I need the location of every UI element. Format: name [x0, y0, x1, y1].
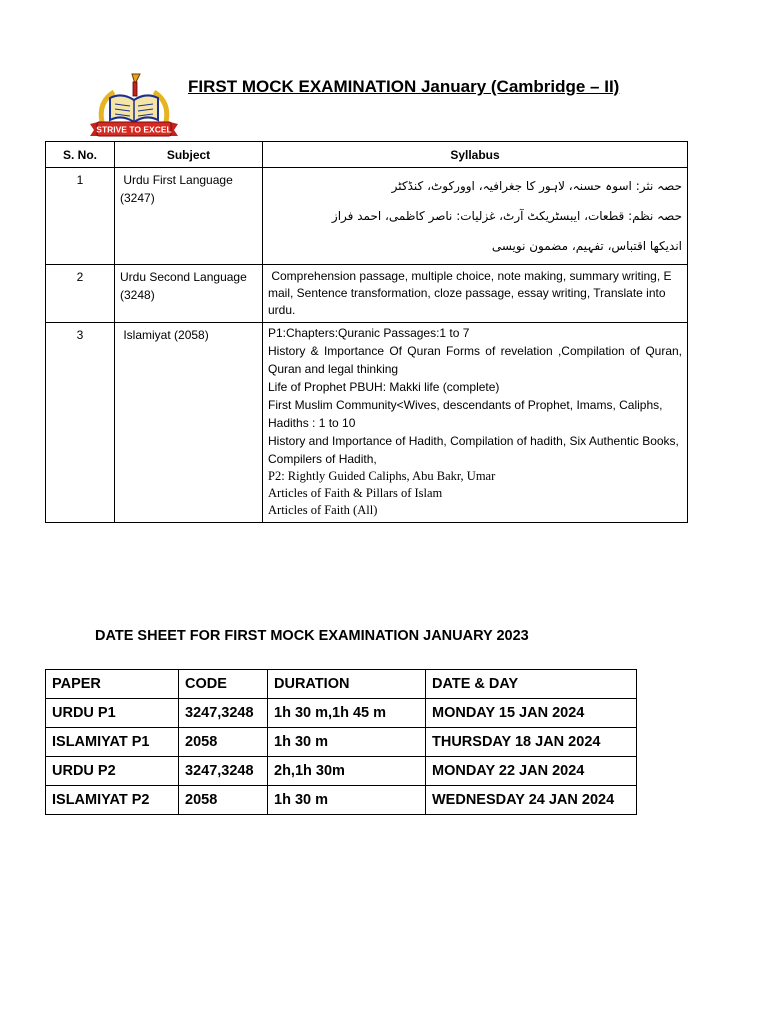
- cell-duration: 2h,1h 30m: [268, 757, 426, 786]
- cell-duration: 1h 30 m: [268, 728, 426, 757]
- page-title: FIRST MOCK EXAMINATION January (Cambridge – II): [188, 77, 620, 96]
- row-syllabus: Comprehension passage, multiple choice, note making, summary writing, E mail, Sentence transformation, cloze passage, essay writing, Translate into urdu.: [263, 265, 688, 323]
- row-syllabus: [263, 323, 688, 523]
- header-paper: PAPER: [46, 670, 179, 699]
- row-subject: Urdu Second Language (3248): [115, 265, 263, 323]
- header-date-day: DATE & DAY: [426, 670, 637, 699]
- datesheet-title: DATE SHEET FOR FIRST MOCK EXAMINATION JANUARY 2023: [95, 628, 529, 644]
- table-row: [46, 699, 637, 728]
- urdu-line: حصہ نظم: قطعات، ایبسٹریکٹ آرٹ، غزلیات: ناصر کاظمی، احمد فراز: [331, 209, 682, 223]
- table-row: [46, 786, 637, 815]
- cell-code: 2058: [179, 728, 268, 757]
- cell-date-day: THURSDAY 18 JAN 2024: [426, 728, 637, 757]
- cell-date-day: MONDAY 22 JAN 2024: [426, 757, 637, 786]
- row-subject: Islamiyat (2058): [115, 323, 263, 523]
- urdu-line: اندیکھا اقتباس، تفہیم، مضمون نویسی: [491, 239, 682, 253]
- datesheet-header-row: [46, 670, 637, 699]
- syllabus-line: Articles of Faith (All): [268, 503, 378, 517]
- table-row: [46, 323, 688, 523]
- cell-paper: URDU P1: [46, 699, 179, 728]
- cell-date-day: WEDNESDAY 24 JAN 2024: [426, 786, 637, 815]
- syllabus-line: History and Importance of Hadith, Compilation of hadith, Six Authentic Books, Compilers of Hadith,: [268, 434, 679, 466]
- header-code: CODE: [179, 670, 268, 699]
- header-sno: S. No.: [46, 142, 115, 168]
- cell-duration: 1h 30 m,1h 45 m: [268, 699, 426, 728]
- syllabus-line: First Muslim Community<Wives, descendants of Prophet, Imams, Caliphs, Hadiths : 1 to 10: [268, 398, 663, 430]
- syllabus-line: Articles of Faith & Pillars of Islam: [268, 486, 443, 500]
- row-sno: 2: [46, 265, 115, 323]
- syllabus-line: P1:Chapters:Quranic Passages:1 to 7: [268, 326, 470, 340]
- cell-paper: ISLAMIYAT P1: [46, 728, 179, 757]
- header-subject: Subject: [115, 142, 263, 168]
- cell-code: 3247,3248: [179, 699, 268, 728]
- row-sno: 3: [46, 323, 115, 523]
- cell-date-day: MONDAY 15 JAN 2024: [426, 699, 637, 728]
- datesheet-table: [45, 669, 637, 815]
- header-syllabus: Syllabus: [263, 142, 688, 168]
- logo-motto: STRIVE TO EXCEL: [96, 124, 172, 135]
- cell-duration: 1h 30 m: [268, 786, 426, 815]
- syllabus-table: [45, 141, 688, 523]
- syllabus-line: P2: Rightly Guided Caliphs, Abu Bakr, Umar: [268, 469, 496, 483]
- header-duration: DURATION: [268, 670, 426, 699]
- table-row: [46, 265, 688, 323]
- school-logo: [88, 72, 180, 142]
- urdu-line: حصہ نثر: اسوہ حسنہ، لاہور کا جغرافیہ، اوورکوٹ، کنڈکٹر: [391, 179, 682, 193]
- row-syllabus-urdu: [263, 168, 688, 265]
- cell-paper: ISLAMIYAT P2: [46, 786, 179, 815]
- cell-code: 3247,3248: [179, 757, 268, 786]
- row-subject: Urdu First Language (3247): [115, 168, 263, 265]
- row-sno: 1: [46, 168, 115, 265]
- table-row: [46, 757, 637, 786]
- table-row: [46, 168, 688, 265]
- table-row: [46, 728, 637, 757]
- cell-paper: URDU P2: [46, 757, 179, 786]
- table-header-row: [46, 142, 688, 168]
- cell-code: 2058: [179, 786, 268, 815]
- syllabus-line: Life of Prophet PBUH: Makki life (complete): [268, 380, 500, 394]
- syllabus-line: History & Importance Of Quran Forms of revelation ,Compilation of Quran, Quran and legal thinking: [268, 344, 682, 376]
